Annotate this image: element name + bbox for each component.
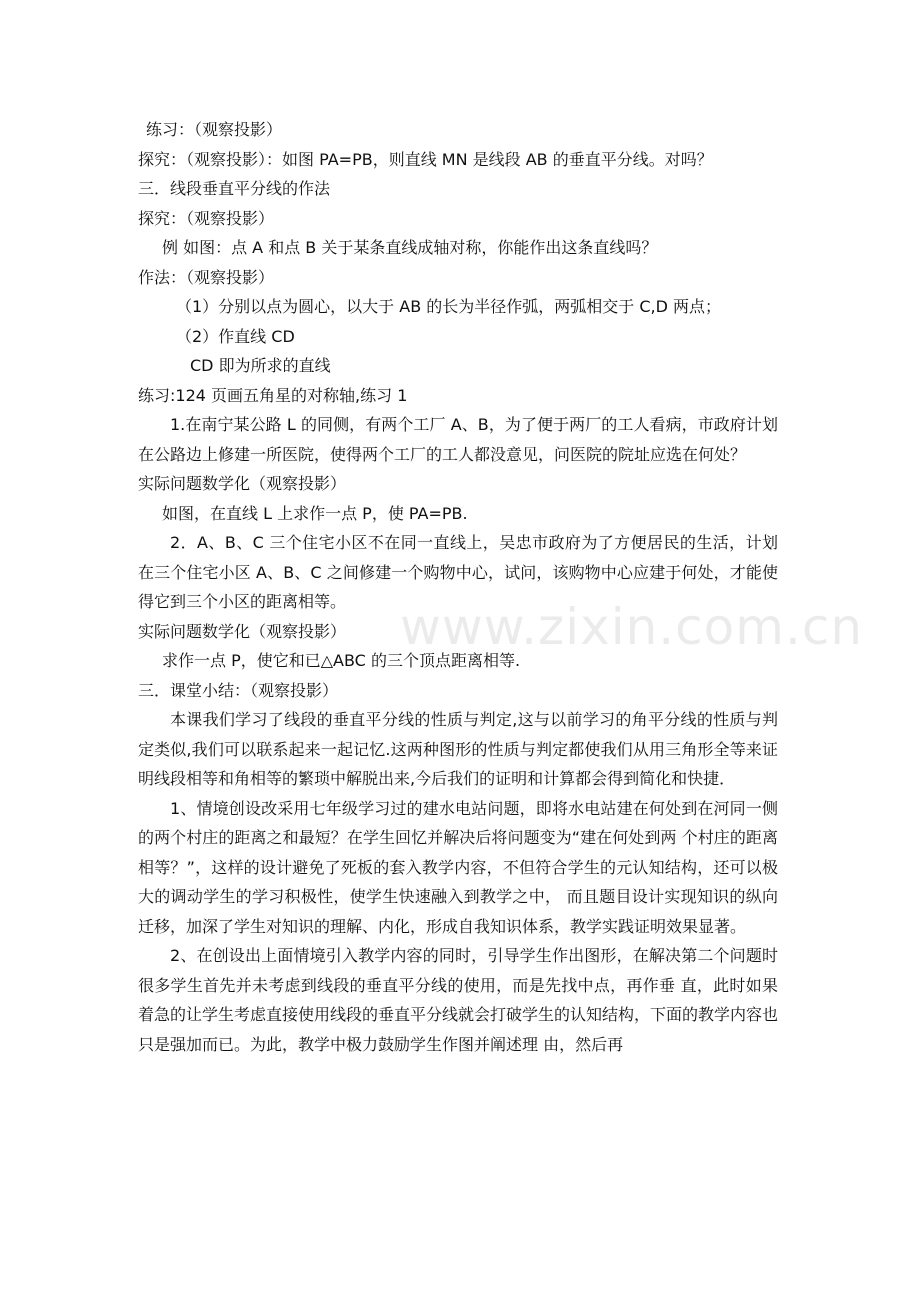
question-1: 1.在南宁某公路 L 的同侧，有两个工厂 A、B，为了便于两厂的工人看病，市政府计划在公路边上修建一所医院，使得两个工厂的工人都没意见，问医院的院址应选在何处？ <box>138 415 778 464</box>
section-heading-construction: 三．线段垂直平分线的作法 <box>138 179 331 198</box>
document-body <box>138 115 778 1059</box>
reflection-paragraph-1: 1、情境创设改采用七年级学习过的建水电站问题，即将水电站建在何处到在河同一侧的两个村庄的距离之和最短？在学生回忆并解决后将问题变为“建在何处到两 个村庄的距离相等？”，这样的设计避免了死板的套入教学内容，不但符合学生的元认知结构，还可以极大的调动学生的学习积极性，使学生快速融入到教学之中， 而且题目设计实现知识的纵向迁移，加深了学生对知识的理解、内化，形成自我知识体系，教学实践证明效果显著。 <box>138 798 778 936</box>
construction-step-2: （2）作直线 CD <box>176 326 295 346</box>
question-2-model: 求作一点 P，使它和已△ABC 的三个顶点距离相等. <box>162 651 521 670</box>
summary-heading: 三．课堂小结：（观察投影） <box>138 680 339 700</box>
explore-line-2: 探究：（观察投影） <box>138 208 275 228</box>
construction-step-1: （1）分别以点为圆心，以大于 AB 的长为半径作弧，两弧相交于 C,D 两点； <box>176 297 722 316</box>
construction-heading: 作法：（观察投影） <box>138 267 275 287</box>
practice-heading: 练习：（观察投影） <box>146 120 283 139</box>
question-2-model-title: 实际问题数学化（观察投影） <box>138 621 347 641</box>
explore-line-1: 探究：（观察投影）：如图 PA=PB，则直线 MN 是线段 AB 的垂直平分线。对吗？ <box>138 149 713 169</box>
practice-reference: 练习:124 页画五角星的对称轴,练习 1 <box>138 385 408 405</box>
example-line: 例 如图：点 A 和点 B 关于某条直线成轴对称，你能作出这条直线吗？ <box>162 238 658 257</box>
reflection-paragraph-2: 2、在创设出上面情境引入教学内容的同时，引导学生作出图形，在解决第二个问题时很多学生首先并未考虑到线段的垂直平分线的使用，而是先找中点，再作垂 直，此时如果着急的让学生考虑直接使用线段的垂直平分线就会打破学生的认知结构，下面的教学内容也只是强加而已。为此，教学中极力鼓励学生作图并阐述理 由，然后再 <box>138 946 779 1054</box>
question-1-model-title: 实际问题数学化（观察投影） <box>138 474 347 493</box>
summary-paragraph: 本课我们学习了线段的垂直平分线的性质与判定,这与以前学习的角平分线的性质与判定类似,我们可以联系起来一起记忆.这两种图形的性质与判定都使我们从用三角形全等来证明线段相等和角相等的繁琐中解脱出来,今后我们的证明和计算都会得到简化和快捷． <box>138 710 778 788</box>
watermark-text: www.zixin.com.cn <box>400 598 864 656</box>
question-2: 2．A、B、C 三个住宅小区不在同一直线上，吴忠市政府为了方便居民的生活，计划在三个住宅小区 A、B、C 之间修建一个购物中心，试问，该购物中心应建于何处，才能使得它到三个小区的距离相等。 <box>138 533 778 611</box>
construction-result: CD 即为所求的直线 <box>190 356 331 375</box>
question-1-model: 如图，在直线 L 上求作一点 P，使 PA=PB. <box>162 503 468 523</box>
